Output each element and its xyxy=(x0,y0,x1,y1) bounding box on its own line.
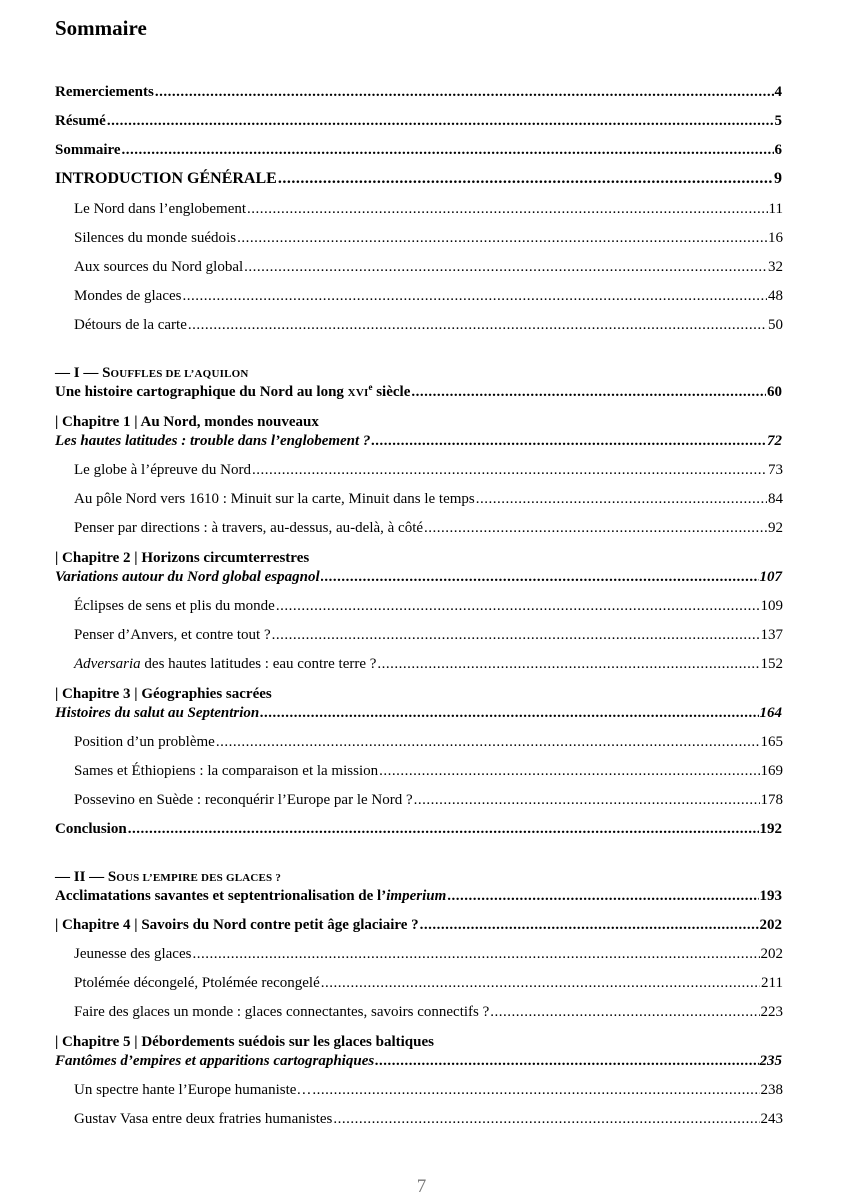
dot-leader xyxy=(237,228,767,248)
toc-entry-introduction[interactable] xyxy=(55,169,782,189)
toc-section[interactable] xyxy=(74,1002,783,1022)
dot-leader xyxy=(375,1051,758,1071)
toc-section[interactable] xyxy=(74,518,783,538)
entry-page: 32 xyxy=(768,259,783,275)
entry-page: 164 xyxy=(759,705,782,721)
entry-page: 73 xyxy=(768,462,783,478)
dot-leader xyxy=(379,761,759,781)
toc-entry-chapter-4[interactable] xyxy=(55,915,782,935)
title-rest: des hautes latitudes : eau contre terre ? xyxy=(140,656,377,672)
century-superscript: e xyxy=(368,382,373,392)
entry-title: Ptolémée décongelé, Ptolémée recongelé xyxy=(74,975,320,991)
entry-title: Sommaire xyxy=(55,142,121,158)
toc-section[interactable] xyxy=(74,625,783,645)
dot-leader xyxy=(272,625,760,645)
toc-entry-resume[interactable] xyxy=(55,111,782,131)
entry-page: 211 xyxy=(761,975,783,991)
entry-page: 165 xyxy=(760,734,783,750)
entry-title: Fantômes d’empires et apparitions cartographiques xyxy=(55,1053,375,1069)
dot-leader xyxy=(414,790,760,810)
entry-title: Histoires du salut au Septentrion xyxy=(55,705,260,721)
part-title-smallcaps: OUS L’EMPIRE DES GLACES ? xyxy=(116,872,282,884)
entry-page: 137 xyxy=(760,627,783,643)
dot-leader xyxy=(333,1109,759,1129)
entry-page: 223 xyxy=(760,1004,783,1020)
subtitle-text: Acclimatations savantes et septentrionalisation de l’ xyxy=(55,888,387,904)
entry-title: Mondes de glaces xyxy=(74,288,182,304)
entry-title xyxy=(55,382,410,403)
entry-page: 178 xyxy=(760,792,783,808)
part-prefix: — II — S xyxy=(55,869,117,885)
chapter-2-heading: | Chapitre 2 | Horizons circumterrestres xyxy=(55,550,310,566)
italic-term: imperium xyxy=(386,888,447,904)
toc-section[interactable] xyxy=(74,257,783,277)
page-number: 7 xyxy=(416,1176,427,1197)
entry-page: 202 xyxy=(760,946,783,962)
dot-leader xyxy=(216,732,760,752)
dot-leader xyxy=(260,703,758,723)
toc-entry-part-1[interactable] xyxy=(55,382,782,402)
entry-title: Gustav Vasa entre deux fratries humanistes xyxy=(74,1111,333,1127)
toc-section[interactable] xyxy=(74,761,783,781)
dot-leader xyxy=(188,315,767,335)
toc-entry-chapter-5[interactable] xyxy=(55,1051,782,1071)
dot-leader xyxy=(321,567,759,587)
toc-section[interactable] xyxy=(74,460,783,480)
dot-leader xyxy=(420,915,759,935)
entry-title: | Chapitre 4 | Savoirs du Nord contre petit âge glaciaire ? xyxy=(55,917,419,933)
entry-page: 152 xyxy=(760,656,783,672)
toc-entry-sommaire[interactable] xyxy=(55,140,782,160)
entry-page: 169 xyxy=(760,763,783,779)
entry-title: Conclusion xyxy=(55,821,127,837)
entry-title: Aux sources du Nord global xyxy=(74,259,244,275)
part-title-smallcaps: OUFFLES DE L’AQUILON xyxy=(110,368,249,380)
entry-title: INTRODUCTION GÉNÉRALE xyxy=(55,170,277,187)
toc-section[interactable] xyxy=(74,732,783,752)
dot-leader xyxy=(182,286,767,306)
entry-page: 48 xyxy=(768,288,783,304)
dot-leader xyxy=(155,82,774,102)
dot-leader xyxy=(424,518,767,538)
toc-section[interactable] xyxy=(74,489,783,509)
dot-leader xyxy=(377,654,759,674)
entry-title: Éclipses de sens et plis du monde xyxy=(74,598,275,614)
entry-page: 84 xyxy=(768,491,783,507)
dot-leader xyxy=(490,1002,759,1022)
entry-title xyxy=(74,654,376,674)
dot-leader xyxy=(447,886,758,906)
toc-section[interactable] xyxy=(74,286,783,306)
subtitle-text: Une histoire cartographique du Nord au long xyxy=(55,384,348,400)
dot-leader xyxy=(247,199,768,219)
toc-entry-chapter-2[interactable] xyxy=(55,567,782,587)
toc-section[interactable] xyxy=(74,315,783,335)
entry-page: 92 xyxy=(768,520,783,536)
entry-title: Le globe à l’épreuve du Nord xyxy=(74,462,252,478)
chapter-5-heading: | Chapitre 5 | Débordements suédois sur les glaces baltiques xyxy=(55,1034,434,1050)
dot-leader xyxy=(278,169,773,189)
dot-leader xyxy=(321,973,760,993)
dot-leader xyxy=(411,382,766,402)
entry-page: 9 xyxy=(774,170,782,187)
chapter-3-heading: | Chapitre 3 | Géographies sacrées xyxy=(55,686,272,702)
entry-page: 109 xyxy=(760,598,783,614)
entry-title: Silences du monde suédois xyxy=(74,230,237,246)
entry-title: Les hautes latitudes : trouble dans l’englobement ? xyxy=(55,433,371,449)
dot-leader xyxy=(476,489,767,509)
entry-title xyxy=(55,886,446,906)
dot-leader xyxy=(122,140,774,160)
entry-title: Penser d’Anvers, et contre tout ? xyxy=(74,627,271,643)
toc-section[interactable] xyxy=(74,1109,783,1129)
italic-term: Adversaria xyxy=(74,656,141,672)
entry-page: 16 xyxy=(768,230,783,246)
entry-title: Le Nord dans l’englobement xyxy=(74,201,247,217)
entry-page: 72 xyxy=(767,433,782,449)
dot-leader xyxy=(192,944,759,964)
toc-section[interactable] xyxy=(74,1080,783,1100)
toc-entry-conclusion[interactable] xyxy=(55,819,782,839)
dot-leader xyxy=(252,460,767,480)
part-2-title xyxy=(55,867,281,888)
dot-leader xyxy=(276,596,760,616)
entry-title: Détours de la carte xyxy=(74,317,187,333)
toc-entry-part-2[interactable] xyxy=(55,886,782,906)
dot-leader xyxy=(244,257,767,277)
entry-title: Un spectre hante l’Europe humaniste… xyxy=(74,1082,312,1098)
entry-page: 5 xyxy=(774,113,782,129)
entry-title: Résumé xyxy=(55,113,106,129)
entry-title: Au pôle Nord vers 1610 : Minuit sur la carte, Minuit dans le temps xyxy=(74,491,475,507)
subtitle-text: siècle xyxy=(372,384,411,400)
entry-title: Position d’un problème xyxy=(74,734,215,750)
toc-section[interactable] xyxy=(74,228,783,248)
toc-section[interactable] xyxy=(74,944,783,964)
entry-page: 11 xyxy=(768,201,783,217)
entry-page: 193 xyxy=(759,888,782,904)
part-1-title xyxy=(55,363,249,384)
chapter-1-heading: | Chapitre 1 | Au Nord, mondes nouveaux xyxy=(55,414,319,430)
entry-title: Possevino en Suède : reconquérir l’Europe par le Nord ? xyxy=(74,792,413,808)
toc-section[interactable] xyxy=(74,790,783,810)
entry-page: 192 xyxy=(759,821,782,837)
entry-title: Sames et Éthiopiens : la comparaison et la mission xyxy=(74,763,379,779)
entry-page: 202 xyxy=(759,917,782,933)
toc-section[interactable] xyxy=(74,654,783,674)
page-title: Sommaire xyxy=(55,16,147,40)
dot-leader xyxy=(107,111,774,131)
entry-page: 107 xyxy=(759,569,782,585)
century-numeral: XVI xyxy=(347,387,369,399)
entry-title: Remerciements xyxy=(55,84,154,100)
toc-section[interactable] xyxy=(74,973,783,993)
entry-title: Variations autour du Nord global espagnol xyxy=(55,569,320,585)
entry-page: 4 xyxy=(774,84,782,100)
dot-leader xyxy=(312,1080,759,1100)
entry-page: 50 xyxy=(768,317,783,333)
entry-title: Jeunesse des glaces xyxy=(74,946,192,962)
dot-leader xyxy=(371,431,766,451)
entry-page: 238 xyxy=(760,1082,783,1098)
entry-page: 235 xyxy=(759,1053,782,1069)
toc-section[interactable] xyxy=(74,199,783,219)
part-prefix: — I — S xyxy=(55,365,111,381)
toc-entry-chapter-1[interactable] xyxy=(55,431,782,451)
entry-page: 60 xyxy=(767,384,782,400)
dot-leader xyxy=(128,819,759,839)
toc-section[interactable] xyxy=(74,596,783,616)
entry-title: Faire des glaces un monde : glaces connectantes, savoirs connectifs ? xyxy=(74,1004,490,1020)
entry-page: 6 xyxy=(774,142,782,158)
toc-entry-chapter-3[interactable] xyxy=(55,703,782,723)
entry-title: Penser par directions : à travers, au-dessus, au-delà, à côté xyxy=(74,520,424,536)
entry-page: 243 xyxy=(760,1111,783,1127)
toc-entry-remerciements[interactable] xyxy=(55,82,782,102)
